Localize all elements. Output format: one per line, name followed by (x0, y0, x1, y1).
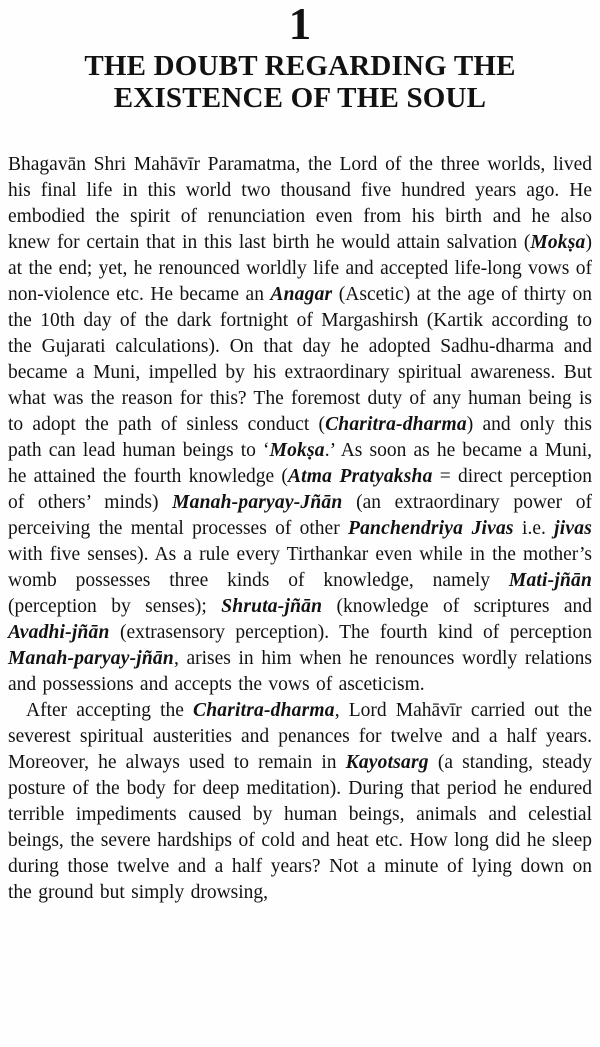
chapter-title-line-2: EXISTENCE OF THE SOUL (113, 82, 487, 115)
text-run: Bhagavān Shri Mahāvīr Paramatma, the Lord of the three worlds, lived his final life in this world two thousand five hundred years ago. He embodied the spirit of renunciation even from his birth and he also knew for certain that in this last birth he would attain salvation ( (8, 153, 592, 253)
italic-term: Atma Pratyaksha (287, 465, 433, 487)
chapter-number: 1 (288, 0, 312, 49)
italic-term: Mokṣa (530, 231, 586, 253)
body-text (8, 152, 592, 906)
text-run: After accepting the (26, 699, 194, 721)
italic-term: Charitra-dharma (325, 413, 467, 435)
paragraph (8, 152, 592, 698)
italic-term: Anagar (270, 283, 333, 305)
text-run: .’ As soon as he became a Muni, he attained the fourth knowledge ( (8, 439, 593, 487)
italic-term: Kayotsarg (345, 751, 429, 773)
text-run: ) at the end; yet, he renounced worldly life and accepted life-long vows of non-violence etc. He became an (8, 231, 592, 305)
italic-term: jivas (554, 517, 592, 539)
text-run: (knowledge of scriptures and (322, 595, 593, 617)
text-run: (perception by senses); (8, 595, 222, 617)
italic-term: Manah-paryay-jñān (8, 647, 174, 669)
italic-term: Mokṣa (269, 439, 325, 461)
text-run: with five senses). As a rule every Tirthankar even while in the mother’s womb possesses three kinds of knowledge, namely (8, 543, 592, 591)
italic-term: Mati-jñān (508, 569, 592, 591)
text-run: (an extraordinary power of perceiving the mental processes of other (8, 491, 592, 539)
italic-term: Manah-paryay-Jñān (172, 491, 343, 513)
text-run: ) and only this path can lead human beings to ‘ (8, 413, 592, 461)
italic-term: Shruta-jñān (221, 595, 323, 617)
text-run: = direct perception of others’ minds) (8, 465, 592, 513)
chapter-title (8, 50, 592, 115)
text-run: i.e. (513, 517, 555, 539)
paragraph (8, 698, 592, 906)
text-run: (Ascetic) at the age of thirty on the 10th day of the dark fortnight of Margashirsh (Kartik according to the Gujarati calculations). On that day he adopted Sadhu-dharma and became a Muni, impelled by his extraordinary spiritual awareness. But what was the reason for this? The foremost duty of any human being is to adopt the path of sinless conduct ( (8, 283, 592, 435)
chapter-title-line-1: THE DOUBT REGARDING THE (84, 50, 516, 82)
text-run: , arises in him when he renounces wordly relations and possessions and accepts the vows of asceticism. (8, 647, 592, 695)
italic-term: Avadhi-jñān (8, 621, 110, 643)
italic-term: Charitra-dharma (193, 699, 335, 721)
italic-term: Panchendriya Jivas (348, 517, 514, 539)
text-run: (extrasensory perception). The fourth kind of perception (109, 621, 592, 643)
text-run: , Lord Mahāvīr carried out the severest spiritual austerities and penances for twelve and a half years. Moreover, he always used to remain in (8, 699, 593, 773)
text-run: (a standing, steady posture of the body for deep meditation). During that period he endured terrible impediments caused by human beings, animals and celestial beings, the severe hardships of cold and heat etc. How long did he sleep during those twelve and a half years? Not a minute of lying down on the ground but simply drowsing, (8, 751, 592, 903)
